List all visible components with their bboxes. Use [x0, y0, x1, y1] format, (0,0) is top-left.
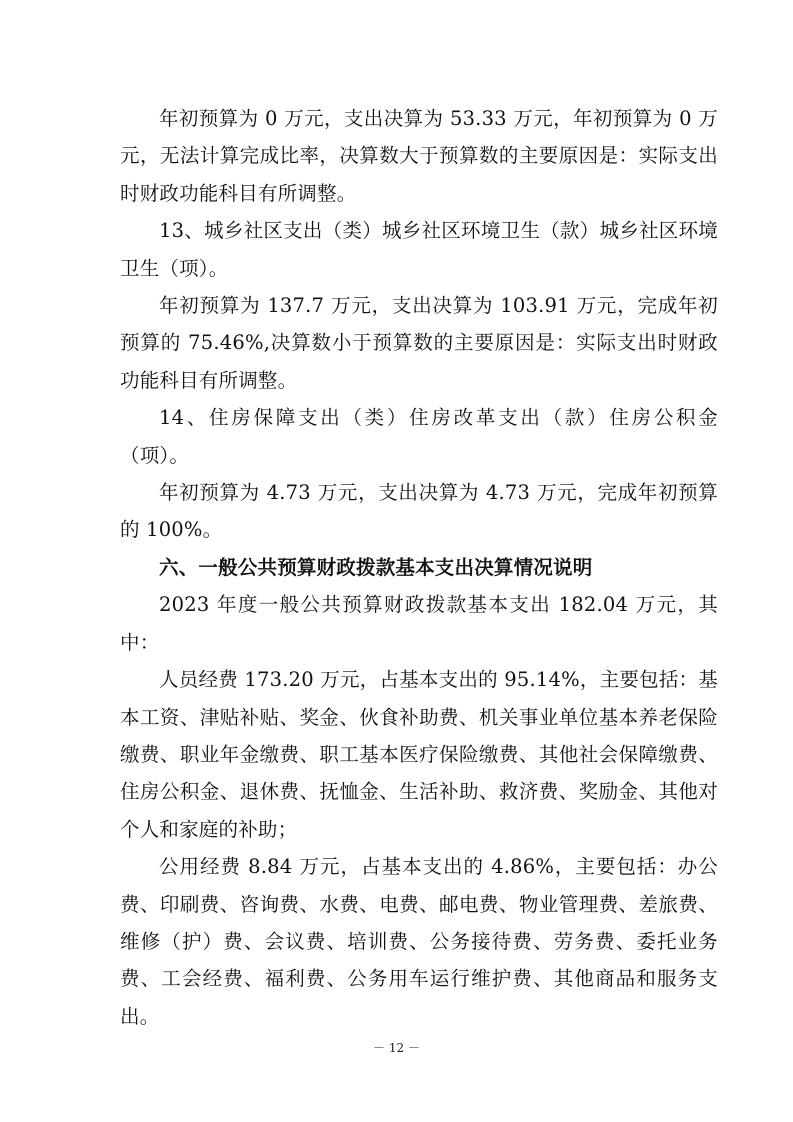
- paragraph-basic-expenditure-total: 2023 年度一般公共预算财政拨款基本支出 182.04 万元，其中：: [120, 593, 718, 654]
- page-number: － 12 －: [373, 1041, 420, 1055]
- paragraph-item-13: 13、城乡社区支出（类）城乡社区环境卫生（款）城乡社区环境卫生（项）。: [120, 219, 718, 280]
- document-body: [120, 100, 718, 1035]
- paragraph-budget-note: 年初预算为 0 万元，支出决算为 53.33 万元，年初预算为 0 万元，无法计算完成比率，决算数大于预算数的主要原因是：实际支出时财政功能科目有所调整。: [120, 107, 718, 205]
- paragraph-item-14-detail: 年初预算为 4.73 万元，支出决算为 4.73 万元，完成年初预算的 100%。: [120, 481, 718, 542]
- paragraph-item-14: 14、住房保障支出（类）住房改革支出（款）住房公积金（项）。: [120, 406, 718, 467]
- paragraph-personnel-expenses: 人员经费 173.20 万元，占基本支出的 95.14%，主要包括：基本工资、津贴补贴、奖金、伙食补助费、机关事业单位基本养老保险缴费、职业年金缴费、职工基本医疗保险缴费、其他社会保障缴费、住房公积金、退休费、抚恤金、生活补助、救济费、奖励金、其他对个人和家庭的补助；: [120, 668, 718, 841]
- paragraph-item-13-detail: 年初预算为 137.7 万元，支出决算为 103.91 万元，完成年初预算的 75.46%,决算数小于预算数的主要原因是：实际支出时财政功能科目有所调整。: [120, 294, 718, 392]
- section-heading-six: 六、一般公共预算财政拨款基本支出决算情况说明: [159, 555, 593, 579]
- paragraph-public-expenses: 公用经费 8.84 万元，占基本支出的 4.86%，主要包括：办公费、印刷费、咨询费、水费、电费、邮电费、物业管理费、差旅费、维修（护）费、会议费、培训费、公务接待费、劳务费、委托业务费、工会经费、福利费、公务用车运行维护费、其他商品和服务支出。: [120, 855, 718, 1028]
